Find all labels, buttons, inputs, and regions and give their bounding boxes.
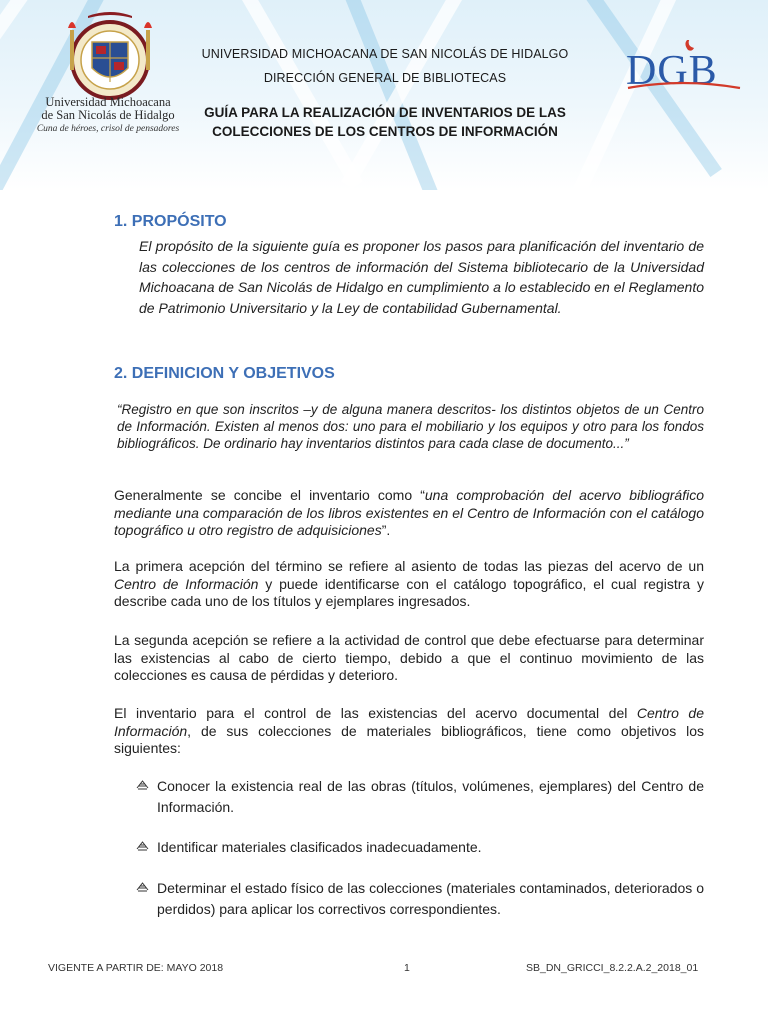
list-item-text [157,776,704,818]
footer-doc-code: SB_DN_GRICCI_8.2.2.A.2_2018_01 [526,962,699,974]
section-1-paragraph: El propósito de la siguiente guía es proponer los pasos para planificación del inventario de las colecciones de los centros de información del Sistema bibliotecario de la Universidad Michoacana de San Nicolás de Hidalgo en cumplimiento a lo establecido en el Reglamento de Patrimonio Universitario y la Ley de contabilidad Gubernamental. [139,238,705,316]
document-title-line2: COLECCIONES DE LOS CENTROS DE INFORMACIÓN [212,124,558,139]
definition-quote: “Registro en que son inscritos –y de alguna manera descritos- los distintos objetos de un Centro de Información. Existen al menos dos: uno para el mobiliario y los equipos y otro para los fondos bibliográficos. De ordinario hay inventarios distintos para cada clase de documento...” [117,402,704,451]
text-run: y puede identificarse con el catálogo topográfico, el cual registra y describe cada uno de los títulos y ejemplares ingresados. [114,575,704,609]
university-motto: Cuna de héroes, crisol de pensadores [36,124,180,134]
list-item-text: Determinar el estado físico de las colecciones (materiales contaminados, deteriorados o perdidos) para aplicar los correctivos correspondientes. [157,880,704,917]
text-run-italic: Centro de Información [114,575,259,592]
paragraph-first-meaning [114,558,704,611]
dgb-logo-text: DGB [626,48,718,94]
text-run-italic: Centro de Información [114,705,704,739]
section-1-heading: 1. PROPÓSITO [114,213,227,230]
header-department-line: DIRECCIÓN GENERAL DE BIBLIOTECAS [263,71,507,85]
paragraph-inventory-concept [114,487,704,540]
book-bullet-icon [136,881,149,893]
header-university-line: UNIVERSIDAD MICHOACANA DE SAN NICOLÁS DE HIDALGO [201,47,569,61]
list-item-text: Identificar materiales clasificados inadecuadamente. [157,839,482,855]
paragraph-second-meaning: La segunda acepción se refiere a la actividad de control que debe efectuarse para determinar las existencias al cabo de cierto tiempo, debido a que el continuo movimiento de las colecciones es causa de pérdidas y deterioro. [114,632,704,683]
text-run: ”. [381,522,391,538]
text-run: Generalmente se concibe el inventario como “ [114,487,425,503]
footer-validity: VIGENTE A PARTIR DE: MAYO 2018 [48,962,224,974]
section-2-heading: 2. DEFINICION Y OBJETIVOS [114,365,335,382]
book-bullet-icon [136,779,149,791]
text-run: , de sus colecciones de materiales bibliográficos, tiene como objetivos los siguientes: [114,722,704,756]
dgb-logo [622,40,744,96]
university-crest-logo [58,10,162,104]
university-name-line2: de San Nicolás de Hidalgo [41,108,175,122]
text-run: La primera acepción del término se refiere al asiento de todas las piezas del acervo de un [114,558,704,574]
text-run-italic: Centro de Información [157,778,704,815]
text-run: Conocer la existencia real de las obras (títulos, volúmenes, ejemplares) del [157,778,642,794]
text-run: El inventario para el control de las existencias del acervo documental del [114,705,637,721]
book-bullet-icon [136,840,149,852]
document-title [170,103,600,141]
text-run-italic: una comprobación del acervo bibliográfico mediante una comparación de los libros existentes en el Centro de Información con el catálogo topográfico u otro registro de adquisiciones [114,487,704,538]
footer-page-number: 1 [404,962,410,974]
header-decoration [221,0,363,189]
university-name-line1: Universidad Michoacana [45,95,171,109]
document-header [0,0,768,190]
document-title-line1: GUÍA PARA LA REALIZACIÓN DE INVENTARIOS DE LAS [204,105,566,120]
paragraph-objectives-intro [114,705,704,758]
text-run: . [230,799,235,815]
